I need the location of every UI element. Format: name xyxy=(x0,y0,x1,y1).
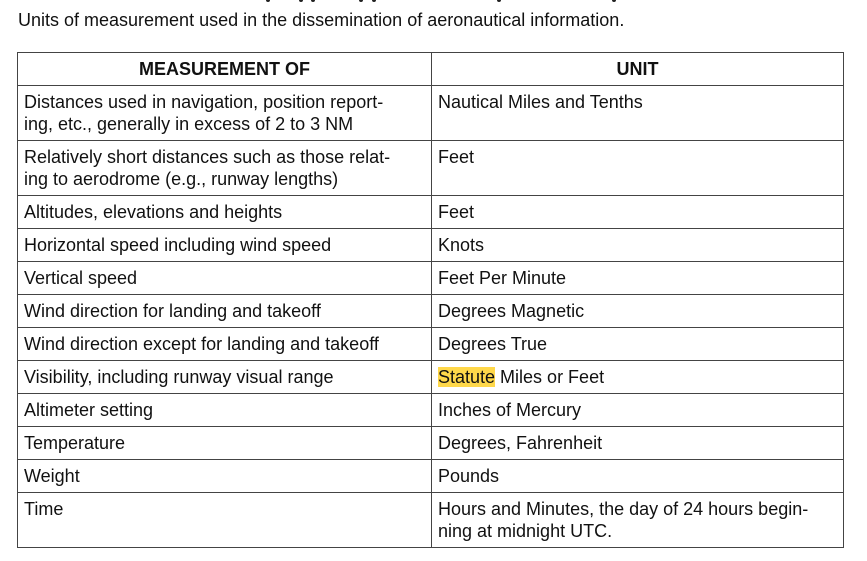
measurement-cell xyxy=(18,86,432,141)
measurement-cell: Visibility, including runway visual range xyxy=(18,361,432,394)
unit-cell: Feet Per Minute xyxy=(432,262,844,295)
table-row xyxy=(18,394,844,427)
table-row xyxy=(18,295,844,328)
unit-cell xyxy=(432,361,844,394)
unit-cell: Degrees Magnetic xyxy=(432,295,844,328)
column-header-measurement: MEASUREMENT OF xyxy=(18,53,432,86)
unit-cell: Degrees True xyxy=(432,328,844,361)
unit-cell: Feet xyxy=(432,141,844,196)
measurement-cell: Wind direction for landing and takeoff xyxy=(18,295,432,328)
measurement-line: Distances used in navigation, position report- xyxy=(24,92,384,112)
unit-text: Miles or Feet xyxy=(495,367,605,387)
table-row xyxy=(18,229,844,262)
measurement-line: ing, etc., generally in excess of 2 to 3 NM xyxy=(24,114,354,134)
units-table xyxy=(17,52,844,548)
table-row xyxy=(18,86,844,141)
measurement-cell: Altitudes, elevations and heights xyxy=(18,196,432,229)
table-row xyxy=(18,196,844,229)
table-row xyxy=(18,361,844,394)
unit-cell: Feet xyxy=(432,196,844,229)
measurement-cell: Altimeter setting xyxy=(18,394,432,427)
measurement-cell: Weight xyxy=(18,460,432,493)
measurement-line: Relatively short distances such as those relat- xyxy=(24,147,391,167)
unit-cell: Knots xyxy=(432,229,844,262)
unit-line: Hours and Minutes, the day of 24 hours begin- xyxy=(438,499,809,519)
unit-cell xyxy=(432,493,844,548)
unit-cell: Inches of Mercury xyxy=(432,394,844,427)
measurement-cell: Temperature xyxy=(18,427,432,460)
measurement-cell xyxy=(18,141,432,196)
table-row xyxy=(18,493,844,548)
table-row xyxy=(18,141,844,196)
highlighted-text: Statute xyxy=(438,367,496,387)
measurement-cell: Wind direction except for landing and takeoff xyxy=(18,328,432,361)
measurement-line: ing to aerodrome (e.g., runway lengths) xyxy=(24,169,339,189)
unit-line: ning at midnight UTC. xyxy=(438,521,613,541)
table-row xyxy=(18,262,844,295)
table-row xyxy=(18,328,844,361)
unit-cell: Pounds xyxy=(432,460,844,493)
measurement-cell: Time xyxy=(18,493,432,548)
table-caption: Units of measurement used in the dissemination of aeronautical information. xyxy=(18,10,625,30)
unit-cell: Degrees, Fahrenheit xyxy=(432,427,844,460)
table-row xyxy=(18,427,844,460)
unit-cell: Nautical Miles and Tenths xyxy=(432,86,844,141)
measurement-cell: Vertical speed xyxy=(18,262,432,295)
table-row xyxy=(18,460,844,493)
clipped-text-fragment xyxy=(0,0,867,4)
measurement-cell: Horizontal speed including wind speed xyxy=(18,229,432,262)
table-header-row xyxy=(18,53,844,86)
column-header-unit: UNIT xyxy=(432,53,844,86)
